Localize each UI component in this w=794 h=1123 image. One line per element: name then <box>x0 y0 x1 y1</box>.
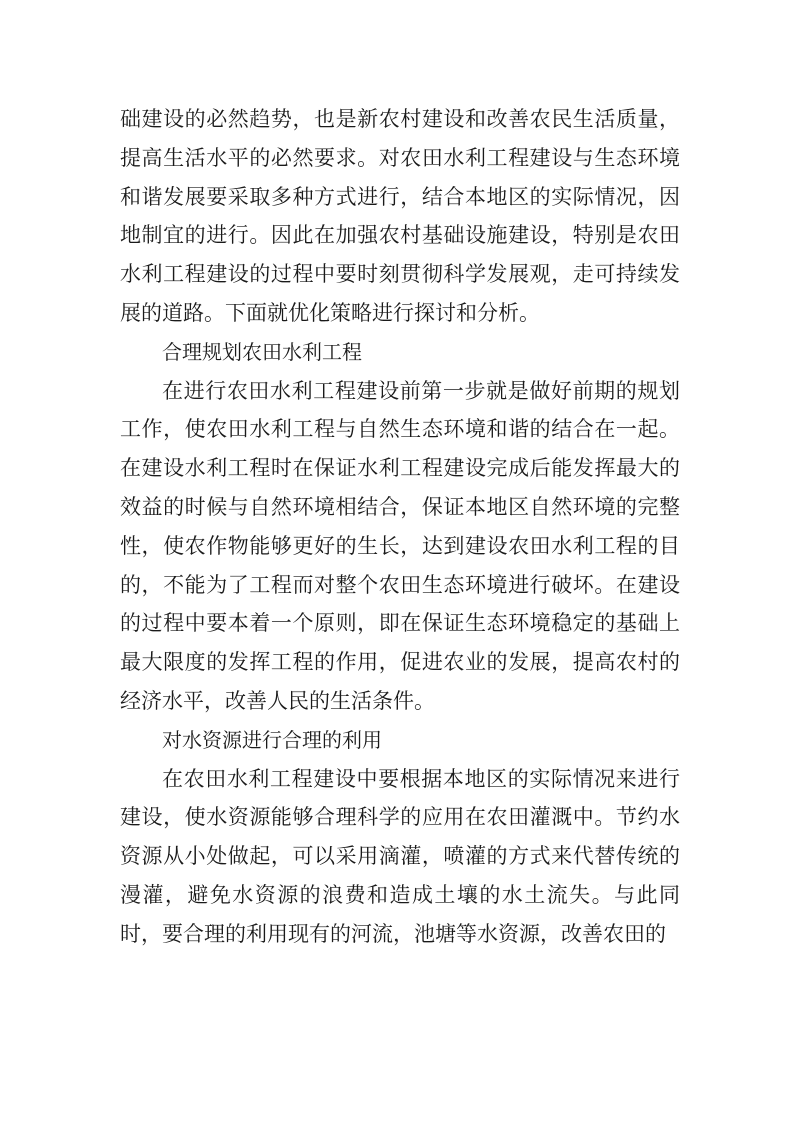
paragraph-intro: 础建设的必然趋势，也是新农村建设和改善农民生活质量，提高生活水平的必然要求。对农田水利工程建设与生态环境和谐发展要采取多种方式进行，结合本地区的实际情况，因地制宜的进行。因此在加强农村基础设施建设，特别是农田水利工程建设的过程中要时刻贯彻科学发展观，走可持续发展的道路。下面就优化策略进行探讨和分析。 <box>120 107 680 325</box>
section-heading-planning: 合理规划农田水利工程 <box>162 339 362 364</box>
paragraph-planning: 在进行农田水利工程建设前第一步就是做好前期的规划工作，使农田水利工程与自然生态环境和谐的结合在一起。在建设水利工程时在保证水利工程建设完成后能发挥最大的效益的时候与自然环境相结合，保证本地区自然环境的完整性，使农作物能够更好的生长，达到建设农田水利工程的目的，不能为了工程而对整个农田生态环境进行破坏。在建设的过程中要本着一个原则，即在保证生态环境稳定的基础上最大限度的发挥工程的作用，促进农业的发展，提高农村的经济水平，改善人民的生活条件。 <box>120 378 680 713</box>
section-heading-water-resources: 对水资源进行合理的利用 <box>162 727 382 752</box>
paragraph-water-resources: 在农田水利工程建设中要根据本地区的实际情况来进行建设，使水资源能够合理科学的应用在农田灌溉中。节约水资源从小处做起，可以采用滴灌，喷灌的方式来代替传统的漫灌，避免水资源的浪费和造成土壤的水土流失。与此同时，要合理的利用现有的河流，池塘等水资源，改善农田的 <box>120 766 680 946</box>
document-body <box>120 100 680 954</box>
